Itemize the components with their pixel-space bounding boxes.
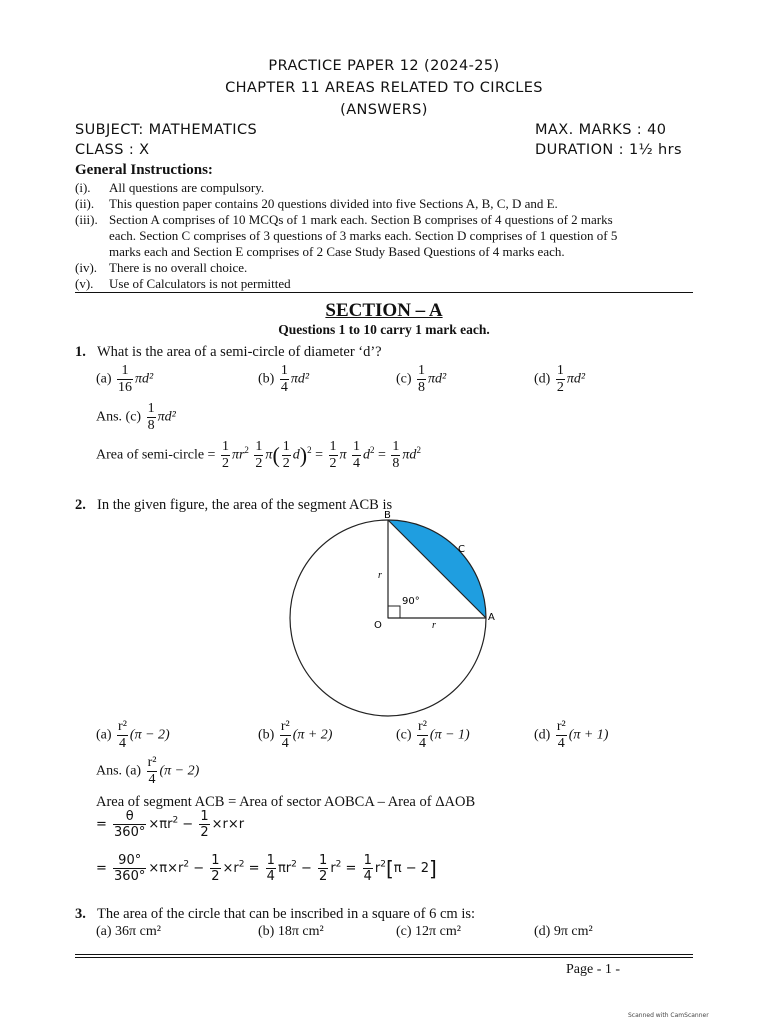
answer-denominator: 4 bbox=[148, 772, 156, 787]
option-tail: πd² bbox=[290, 371, 310, 387]
q2-option-d bbox=[534, 720, 608, 751]
q2-working-step-1: = $\frac{\theta}{360^\circ}$ $\times\pi r^2$ − $\frac{1}{2}$ ×r×r bbox=[96, 809, 245, 840]
answer-denominator: 8 bbox=[147, 418, 155, 433]
q1-option-a bbox=[96, 364, 153, 395]
label-r-left: r bbox=[378, 570, 382, 581]
option-numerator: 1 bbox=[556, 363, 564, 378]
question-1 bbox=[75, 344, 382, 361]
option-numerator: r² bbox=[280, 719, 290, 734]
label-angle: 90° bbox=[402, 596, 420, 607]
q3-option-a: (a) 36π cm² bbox=[96, 924, 161, 939]
question-text: In the given figure, the area of the segment ACB is bbox=[97, 497, 393, 513]
instruction-4 bbox=[75, 260, 247, 276]
question-number: 2. bbox=[75, 497, 86, 513]
option-tail: (π − 2) bbox=[129, 727, 170, 743]
answer-numerator: 1 bbox=[147, 401, 155, 416]
option-denominator: 8 bbox=[418, 380, 426, 395]
q2-answer bbox=[96, 756, 199, 787]
option-denominator: 4 bbox=[418, 736, 426, 751]
question-text: The area of the circle that can be inscribed in a square of 6 cm is: bbox=[97, 906, 476, 922]
option-denominator: 4 bbox=[280, 380, 288, 395]
instruction-num: (v). bbox=[75, 276, 94, 291]
instruction-5 bbox=[75, 276, 291, 292]
segment-figure bbox=[280, 508, 500, 718]
q1-option-b bbox=[258, 364, 309, 395]
instruction-3-line2: each. Section C comprises of 3 questions of 3 marks each. Section D comprises of 1 question of 5 bbox=[109, 228, 618, 243]
q2-working-line: Area of segment ACB = Area of sector AOBCA – Area of ΔAOB bbox=[96, 794, 476, 810]
option-tail: (π + 2) bbox=[292, 727, 333, 743]
instruction-3-line3: marks each and Section E comprises of 2 Case Study Based Questions of 4 marks each. bbox=[109, 244, 565, 259]
option-label: (a) bbox=[96, 371, 112, 387]
scanner-watermark: Scanned with CamScanner bbox=[628, 1012, 709, 1019]
instruction-text: All questions are compulsory. bbox=[109, 180, 265, 195]
instruction-text: Use of Calculators is not permitted bbox=[109, 276, 291, 291]
q1-option-c bbox=[396, 364, 446, 395]
answers-label: (ANSWERS) bbox=[340, 102, 428, 118]
option-numerator: r² bbox=[556, 719, 566, 734]
instruction-num: (ii). bbox=[75, 196, 95, 211]
right-angle-mark bbox=[388, 606, 400, 618]
option-denominator: 4 bbox=[281, 736, 289, 751]
q1-option-d bbox=[534, 364, 585, 395]
option-numerator: 1 bbox=[117, 364, 133, 380]
q3-option-d: (d) 9π cm² bbox=[534, 924, 593, 939]
label-o: O bbox=[374, 620, 382, 631]
q2-working-step-2: = $\frac{90^\circ}{360^\circ}$ $\times\pi\times r^2$ − $\frac{1}{2}$ $\times r^2$ = $\frac{1}{4}$ $\pi r^2$ − $\frac{1}{2}$ $r^2$ = $\frac{1}{4}$ $r^2[\pi - 2]$ bbox=[96, 853, 437, 884]
answer-tail: πd² bbox=[157, 409, 176, 425]
working-label: Area of semi-circle = bbox=[96, 447, 216, 463]
option-tail: πd² bbox=[428, 371, 447, 387]
footer-rule-1 bbox=[75, 954, 693, 955]
instructions-divider bbox=[75, 292, 693, 293]
q3-option-b: (b) 18π cm² bbox=[258, 924, 324, 939]
instruction-3 bbox=[75, 212, 613, 228]
instruction-num: (i). bbox=[75, 180, 91, 195]
option-tail: (π + 1) bbox=[568, 727, 609, 743]
subject-label: SUBJECT: MATHEMATICS bbox=[75, 122, 258, 138]
option-numerator: 1 bbox=[418, 363, 426, 378]
instruction-num: (iii). bbox=[75, 212, 98, 227]
page-number: Page - 1 - bbox=[566, 962, 621, 977]
label-c: C bbox=[458, 544, 465, 555]
duration-label: DURATION : 1½ hrs bbox=[535, 142, 682, 158]
instruction-num: (iv). bbox=[75, 260, 98, 275]
option-tail: πd² bbox=[566, 371, 586, 387]
class-label: CLASS : X bbox=[75, 142, 150, 158]
label-a: A bbox=[488, 612, 495, 623]
paper-title: PRACTICE PAPER 12 (2024-25) bbox=[268, 58, 500, 74]
q2-option-b bbox=[258, 720, 332, 751]
question-number: 1. bbox=[75, 344, 86, 360]
option-label: (b) bbox=[258, 371, 275, 387]
q2-option-c bbox=[396, 720, 470, 751]
option-label: (d) bbox=[534, 727, 551, 743]
question-text: What is the area of a semi-circle of diameter ‘d’? bbox=[97, 344, 382, 360]
answer-label: Ans. (c) bbox=[96, 409, 142, 425]
q2-option-a bbox=[96, 720, 170, 751]
option-denominator: 4 bbox=[118, 736, 126, 751]
option-numerator: r² bbox=[118, 719, 127, 734]
q1-working: Area of semi-circle = $\frac{1}{2}$ $\pi r^2$ $\frac{1}{2}$ π( $\frac{1}{2}$ d)$^2$ = $\frac{1}{2}$ π $\frac{1}{4}$ $d^2$ = $\frac{1}{8}$ $\pi d^2$ bbox=[96, 439, 421, 471]
footer-rule-2 bbox=[75, 957, 693, 958]
option-denominator: 4 bbox=[557, 736, 565, 751]
option-tail: (π − 1) bbox=[429, 727, 470, 743]
instruction-text: Section A comprises of 10 MCQs of 1 mark each. Section B comprises of 4 questions of 2 marks bbox=[109, 212, 613, 227]
answer-label: Ans. (a) bbox=[96, 763, 142, 779]
instruction-text: There is no overall choice. bbox=[109, 260, 248, 275]
option-denominator: 2 bbox=[556, 380, 564, 395]
chapter-title: CHAPTER 11 AREAS RELATED TO CIRCLES bbox=[225, 80, 543, 96]
question-number: 3. bbox=[75, 906, 86, 922]
option-label: (d) bbox=[534, 371, 551, 387]
answer-numerator: r² bbox=[147, 755, 157, 770]
question-3 bbox=[75, 906, 475, 923]
max-marks-label: MAX. MARKS : 40 bbox=[535, 122, 667, 138]
section-title: SECTION – A bbox=[325, 300, 443, 321]
answer-tail: (π − 2) bbox=[159, 763, 200, 779]
option-label: (a) bbox=[96, 727, 112, 743]
q3-option-c: (c) 12π cm² bbox=[396, 924, 461, 939]
label-b: B bbox=[384, 510, 391, 521]
option-label: (c) bbox=[396, 727, 412, 743]
option-label: (c) bbox=[396, 371, 412, 387]
option-numerator: r² bbox=[418, 719, 427, 734]
option-numerator: 1 bbox=[280, 363, 288, 378]
instruction-2 bbox=[75, 196, 558, 212]
section-subtitle: Questions 1 to 10 carry 1 mark each. bbox=[278, 322, 490, 337]
option-denominator: 16 bbox=[118, 380, 133, 395]
label-r-bottom: r bbox=[432, 620, 436, 631]
option-tail: πd² bbox=[135, 371, 154, 387]
instructions-title: General Instructions: bbox=[75, 162, 213, 178]
instruction-1 bbox=[75, 180, 264, 196]
option-label: (b) bbox=[258, 727, 275, 743]
instruction-text: This question paper contains 20 questions divided into five Sections A, B, C, D and E. bbox=[109, 196, 558, 211]
q1-answer bbox=[96, 402, 176, 433]
